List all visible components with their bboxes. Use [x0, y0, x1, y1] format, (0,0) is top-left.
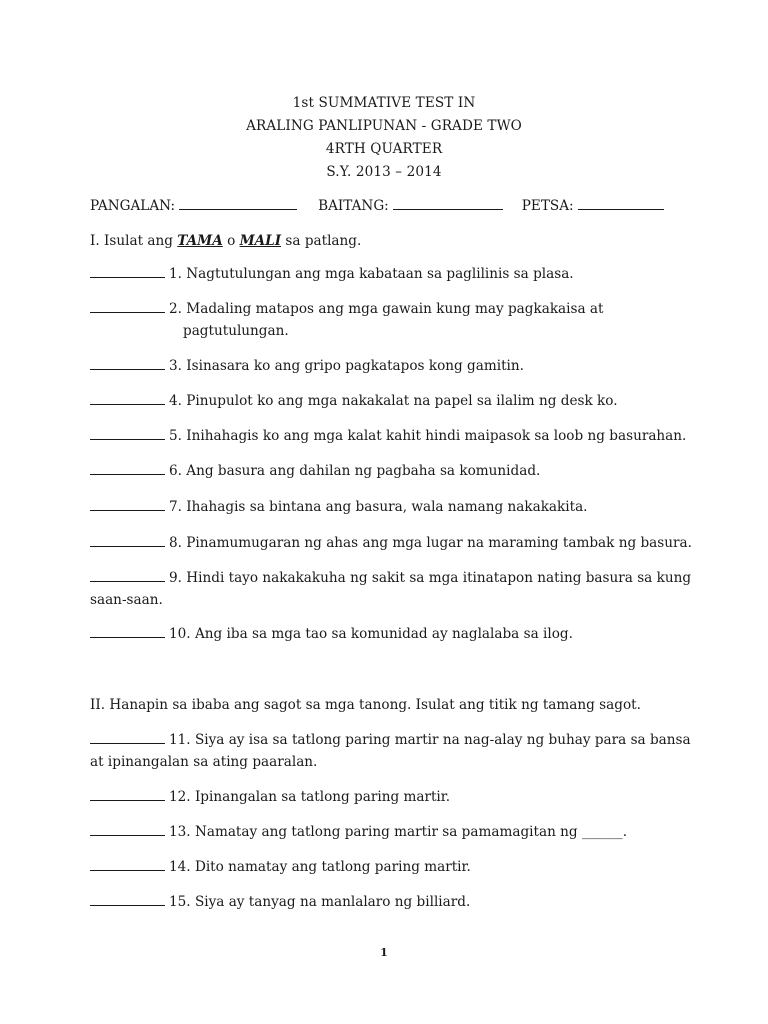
question-text: 6. Ang basura ang dahilan ng pagbaha sa komunidad. — [169, 463, 541, 479]
date-blank[interactable] — [578, 196, 664, 210]
question-item — [90, 496, 710, 518]
answer-blank[interactable] — [90, 356, 165, 370]
question-item — [90, 298, 710, 342]
answer-blank[interactable] — [90, 426, 165, 440]
question-item — [90, 729, 710, 773]
question-item — [90, 390, 710, 412]
question-item — [90, 425, 710, 447]
answer-blank[interactable] — [90, 391, 165, 405]
question-item — [90, 532, 710, 554]
question-text: 7. Ihahagis sa bintana ang basura, wala namang nakakakita. — [169, 499, 588, 515]
question-item — [90, 856, 710, 878]
answer-blank[interactable] — [90, 568, 165, 582]
question-text: 8. Pinamumugaran ng ahas ang mga lugar na maraming tambak ng basura. — [169, 535, 692, 551]
question-item — [90, 460, 710, 482]
question-item — [90, 567, 710, 611]
page-number: 1 — [380, 946, 388, 959]
mali-keyword: MALI — [239, 233, 282, 249]
question-text: 13. Namatay ang tatlong paring martir sa pamamagitan ng ______. — [169, 824, 628, 840]
question-text: 5. Inihahagis ko ang mga kalat kahit hindi maipasok sa loob ng basurahan. — [169, 428, 687, 444]
answer-blank[interactable] — [90, 497, 165, 511]
question-text: 2. Madaling matapos ang mga gawain kung may pagkakaisa at — [169, 301, 604, 317]
answer-blank[interactable] — [90, 299, 165, 313]
question-item — [90, 786, 710, 808]
question-text: 14. Dito namatay ang tatlong paring martir. — [169, 859, 471, 875]
answer-blank[interactable] — [90, 624, 165, 638]
question-text: 11. Siya ay isa sa tatlong paring martir na nag-alay ng buhay para sa bansa — [169, 732, 691, 748]
grade-label: BAITANG: — [318, 198, 389, 214]
question-text: 9. Hindi tayo nakakakuha ng sakit sa mga itinatapon nating basura sa kung — [169, 570, 692, 586]
question-text: 3. Isinasara ko ang gripo pagkatapos kong gamitin. — [169, 358, 524, 374]
grade-blank[interactable] — [393, 196, 503, 210]
answer-blank[interactable] — [90, 264, 165, 278]
question-item — [90, 623, 710, 645]
name-blank[interactable] — [179, 196, 297, 210]
header-quarter: 4RTH QUARTER — [325, 141, 443, 157]
question-item — [90, 355, 710, 377]
answer-blank[interactable] — [90, 787, 165, 801]
question-item — [90, 891, 710, 913]
question-text-continued: at ipinangalan sa ating paaralan. — [90, 754, 318, 770]
answer-blank[interactable] — [90, 730, 165, 744]
answer-blank[interactable] — [90, 892, 165, 906]
header-school-year: S.Y. 2013 – 2014 — [326, 164, 442, 180]
question-text: 15. Siya ay tanyag na manlalaro ng billiard. — [169, 894, 471, 910]
header-subject: ARALING PANLIPUNAN - GRADE TWO — [246, 118, 522, 134]
section1-instruction: I. Isulat ang TAMA o MALI sa patlang. — [90, 233, 362, 249]
question-text: 1. Nagtutulungan ang mga kabataan sa paglilinis sa plasa. — [169, 266, 574, 282]
tama-keyword: TAMA — [177, 233, 223, 249]
question-text-continued: saan-saan. — [90, 592, 163, 608]
answer-blank[interactable] — [90, 857, 165, 871]
question-text-continued: pagtutulungan. — [183, 323, 289, 339]
question-text: 12. Ipinangalan sa tatlong paring martir. — [169, 789, 451, 805]
question-text: 10. Ang iba sa mga tao sa komunidad ay naglalaba sa ilog. — [169, 626, 573, 642]
student-info-fields — [90, 195, 664, 217]
answer-blank[interactable] — [90, 822, 165, 836]
answer-blank[interactable] — [90, 533, 165, 547]
answer-blank[interactable] — [90, 461, 165, 475]
name-label: PANGALAN: — [90, 198, 176, 214]
header-title: 1st SUMMATIVE TEST IN — [292, 95, 476, 111]
date-label: PETSA: — [521, 198, 574, 214]
question-item — [90, 263, 710, 285]
question-item — [90, 821, 710, 843]
section2-instruction: II. Hanapin sa ibaba ang sagot sa mga tanong. Isulat ang titik ng tamang sagot. — [90, 697, 641, 713]
question-text: 4. Pinupulot ko ang mga nakakalat na papel sa ilalim ng desk ko. — [169, 393, 618, 409]
test-header — [0, 92, 768, 184]
